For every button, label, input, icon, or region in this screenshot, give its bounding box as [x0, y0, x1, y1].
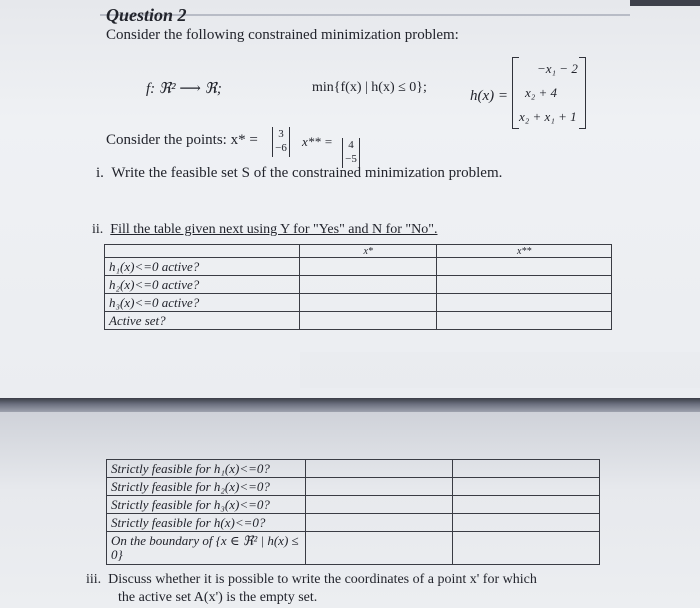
function-definition: f: ℜ² ⟶ ℜ; — [146, 81, 222, 97]
part-i-text: Write the feasible set S of the constrained minimization problem. — [111, 165, 503, 181]
table-row — [105, 276, 612, 294]
row-label: Strictly feasible for h(x)<=0? — [107, 514, 306, 532]
part-ii — [92, 222, 437, 238]
answer-cell[interactable] — [300, 312, 437, 330]
row-label: h₃(x)<=0 active? — [105, 294, 300, 312]
h-vector — [512, 57, 586, 129]
x-dstar-vector — [342, 138, 360, 168]
x-star-vector — [272, 127, 290, 157]
row-label: Strictly feasible for h₃(x)<=0? — [107, 496, 306, 514]
table-row — [107, 478, 600, 496]
page-fold-shadow — [300, 352, 700, 388]
h-row-1: −x₁ − 2 — [537, 61, 578, 76]
question-title: Question 2 — [106, 5, 187, 25]
x-dstar-2: −5 — [345, 153, 357, 165]
answer-cell[interactable] — [306, 460, 453, 478]
row-label: h₁(x)<=0 active? — [105, 258, 300, 276]
answer-cell[interactable] — [437, 294, 612, 312]
answer-cell[interactable] — [453, 514, 600, 532]
table-header-row — [105, 245, 612, 258]
part-ii-text: Fill the table given next using Y for "Yes" and N for "No". — [110, 222, 438, 237]
page-edge-shadow — [630, 0, 700, 6]
answer-cell[interactable] — [437, 276, 612, 294]
part-iii — [86, 572, 537, 588]
answer-cell[interactable] — [300, 276, 437, 294]
row-label: Strictly feasible for h₂(x)<=0? — [107, 478, 306, 496]
row-label: Active set? — [105, 312, 300, 330]
row-label: On the boundary of {x ∈ ℜ² | h(x) ≤ 0} — [107, 532, 306, 565]
answer-cell[interactable] — [300, 258, 437, 276]
header-cell-x-star: x* — [300, 245, 437, 258]
header-cell-x-dstar: x** — [437, 245, 612, 258]
answer-cell[interactable] — [306, 532, 453, 565]
part-ii-number: ii. — [92, 222, 104, 237]
part-iii-text-1: Discuss whether it is possible to write the coordinates of a point x' for which — [108, 572, 537, 587]
table-row — [107, 496, 600, 514]
x-dstar-label: x** = — [302, 134, 333, 149]
activity-table — [104, 244, 612, 330]
table-row — [105, 294, 612, 312]
feasibility-table — [106, 459, 600, 565]
answer-cell[interactable] — [437, 312, 612, 330]
answer-cell[interactable] — [306, 478, 453, 496]
part-iii-number: iii. — [86, 572, 102, 587]
x-star-2: −6 — [275, 142, 287, 154]
answer-cell[interactable] — [453, 460, 600, 478]
h-row-2: x₂ + 4 — [525, 85, 558, 100]
minimization-expression: min{f(x) | h(x) ≤ 0}; — [312, 80, 427, 95]
header-cell-empty — [105, 245, 300, 258]
answer-cell[interactable] — [453, 496, 600, 514]
part-i-number: i. — [96, 165, 104, 181]
answer-cell[interactable] — [437, 258, 612, 276]
row-label: Strictly feasible for h₁(x)<=0? — [107, 460, 306, 478]
points-label: Consider the points: x* = — [106, 132, 258, 148]
page-gap-shadow — [0, 398, 700, 412]
row-label: h₂(x)<=0 active? — [105, 276, 300, 294]
part-iii-text-2: the active set A(x') is the empty set. — [118, 590, 318, 605]
x-star-1: 3 — [278, 128, 284, 140]
table-row — [107, 460, 600, 478]
table-row — [105, 258, 612, 276]
answer-cell[interactable] — [306, 496, 453, 514]
h-row-3: x₂ + x₁ + 1 — [519, 109, 577, 124]
table-row — [105, 312, 612, 330]
x-dstar-1: 4 — [348, 139, 354, 151]
answer-cell[interactable] — [300, 294, 437, 312]
h-label: h(x) = — [470, 88, 509, 104]
question-intro: Consider the following constrained minimization problem: — [106, 27, 459, 43]
answer-cell[interactable] — [453, 532, 600, 565]
part-i — [96, 165, 502, 182]
table-row — [107, 514, 600, 532]
table-row — [107, 532, 600, 565]
answer-cell[interactable] — [453, 478, 600, 496]
answer-cell[interactable] — [306, 514, 453, 532]
